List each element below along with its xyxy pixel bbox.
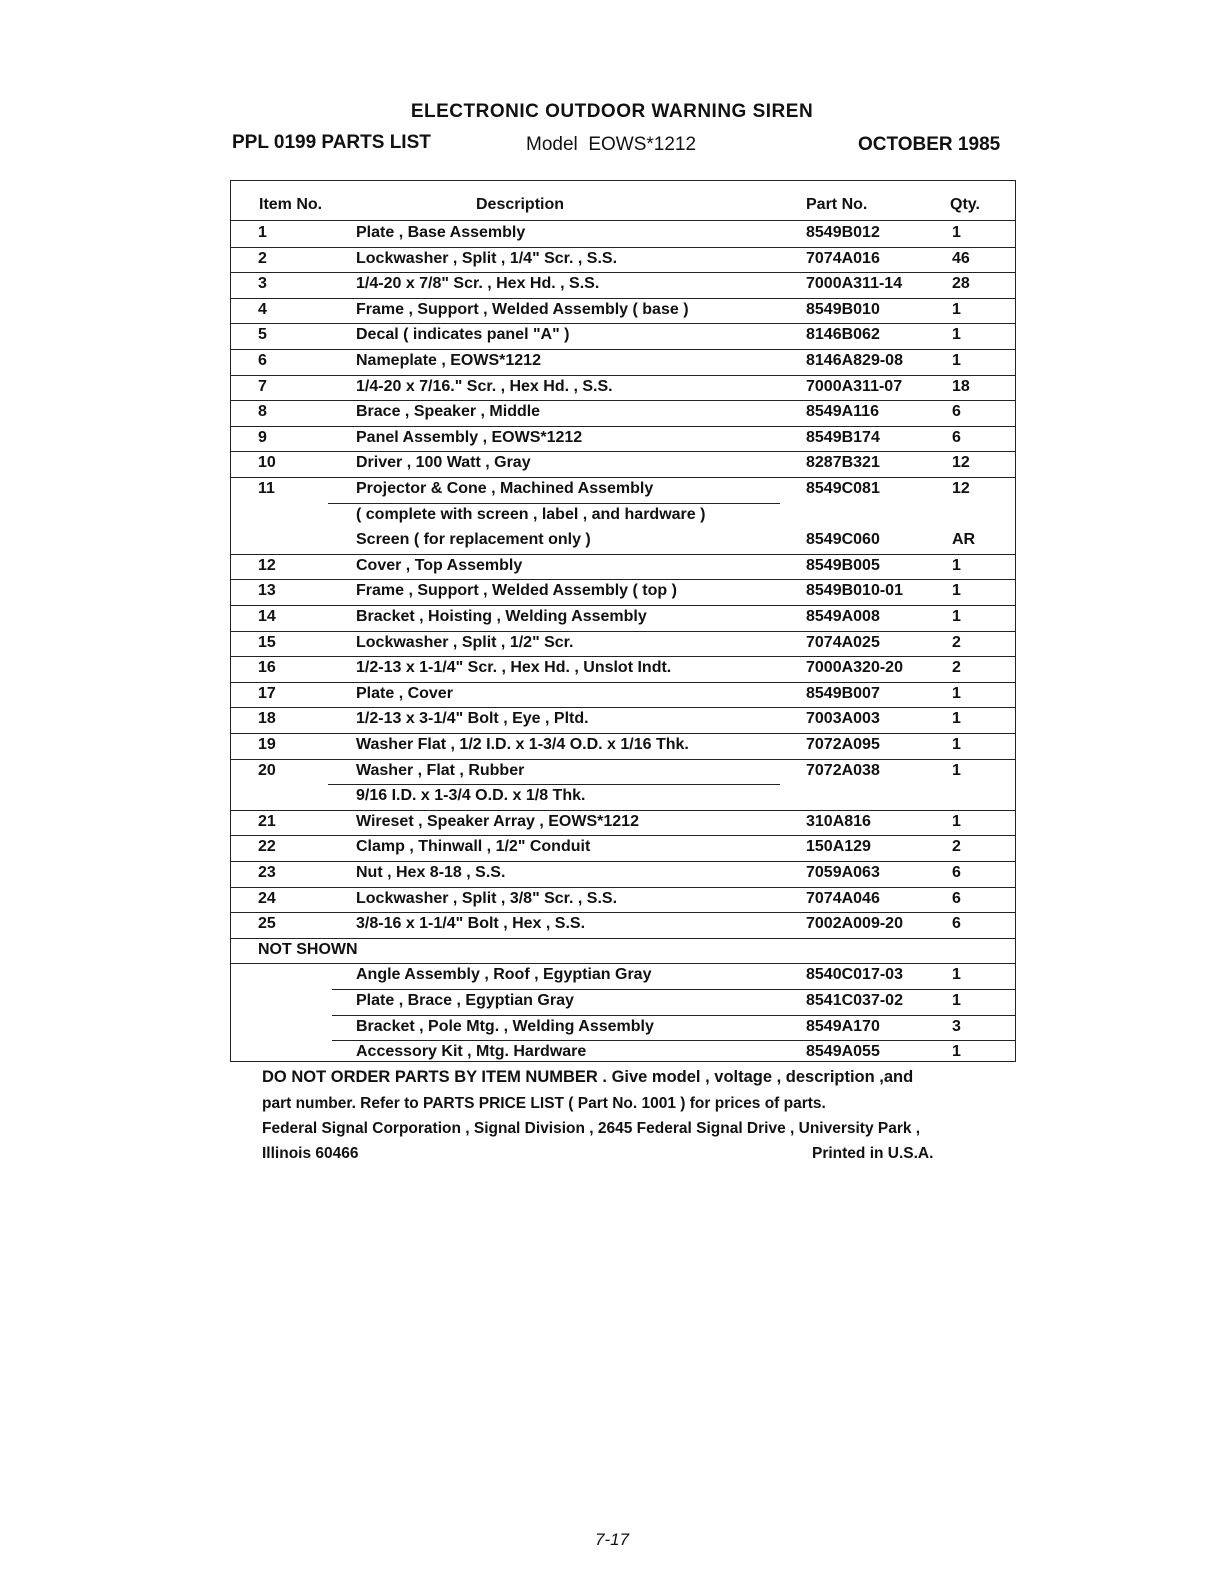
item-description: Clamp , Thinwall , 1/2" Conduit (356, 838, 591, 856)
quantity: 18 (952, 377, 970, 395)
item-description: Lockwasher , Split , 1/2" Scr. (356, 633, 574, 651)
part-number: 7074A025 (806, 633, 880, 651)
item-number: 11 (258, 480, 275, 497)
footer-line-2: part number. Refer to PARTS PRICE LIST ( Part No. 1001 ) for prices of parts. (262, 1095, 826, 1112)
quantity: 1 (952, 992, 961, 1009)
quantity: 1 (952, 812, 961, 830)
item-number: 2 (258, 249, 267, 267)
part-number: 8549A008 (806, 608, 880, 625)
quantity: 2 (952, 838, 961, 856)
table-row (234, 554, 1016, 580)
part-number: 7003A003 (806, 710, 880, 728)
item-number: 21 (258, 812, 276, 830)
footer-line-3: Federal Signal Corporation , Signal Division , 2645 Federal Signal Drive , University Park , (262, 1120, 921, 1137)
model-number: EOWS*1212 (588, 134, 697, 155)
part-number: 8549B005 (806, 556, 880, 574)
table-row (234, 912, 1016, 938)
item-description: Plate , Brace , Egyptian Gray (356, 992, 574, 1009)
quantity: 1 (952, 556, 961, 574)
item-description: 1/2-13 x 3-1/4" Bolt , Eye , Pltd. (356, 710, 589, 728)
table-row (234, 861, 1016, 887)
table-row (234, 1040, 1016, 1066)
quantity: 28 (952, 275, 970, 293)
item-number: 16 (258, 659, 276, 677)
item-description: Lockwasher , Split , 3/8" Scr. , S.S. (356, 889, 618, 907)
item-number: 10 (258, 454, 276, 472)
item-description: Panel Assembly , EOWS*1212 (356, 428, 583, 446)
quantity: 3 (952, 1017, 961, 1035)
part-number: 8549A116 (806, 403, 879, 421)
item-number: 15 (258, 633, 276, 651)
part-number: 8287B321 (806, 454, 880, 472)
table-row (234, 451, 1016, 477)
parts-list-id: PPL 0199 PARTS LIST (232, 132, 431, 153)
item-description: Bracket , Hoisting , Welding Assembly (356, 608, 647, 625)
part-number: 8549A055 (806, 1043, 880, 1061)
item-number: NOT SHOWN (258, 940, 358, 958)
part-number: 8146B062 (806, 326, 880, 344)
table-row (234, 707, 1016, 733)
part-number: 8549C081 (806, 480, 880, 497)
model-line (526, 134, 696, 156)
quantity: 6 (952, 428, 961, 446)
table-row (234, 579, 1016, 605)
col-header-part: Part No. (806, 196, 868, 213)
part-number: 7072A095 (806, 736, 880, 753)
part-number: 150A129 (806, 838, 871, 856)
quantity: 6 (952, 864, 961, 881)
table-row (234, 784, 1016, 810)
item-number: 1 (258, 224, 267, 241)
item-number: 5 (258, 326, 267, 344)
table-row (234, 682, 1016, 708)
item-number: 8 (258, 403, 267, 421)
part-number: 7002A009-20 (806, 915, 903, 933)
quantity: 2 (952, 659, 961, 677)
part-number: 8549B012 (806, 224, 880, 241)
col-header-description: Description (476, 196, 565, 213)
quantity: 1 (952, 684, 961, 702)
item-description: Plate , Base Assembly (356, 224, 526, 241)
item-number: 17 (258, 684, 276, 702)
item-description: Frame , Support , Welded Assembly ( base ) (356, 300, 689, 318)
item-description: Projector & Cone , Machined Assembly (356, 480, 654, 497)
item-description: ( complete with screen , label , and hardware ) (356, 505, 706, 523)
footer-line-1: DO NOT ORDER PARTS BY ITEM NUMBER . Give model , voltage , description ,and (262, 1068, 914, 1086)
part-number: 7072A038 (806, 761, 880, 779)
part-number: 7074A016 (806, 249, 880, 267)
table-row (234, 631, 1016, 657)
part-number: 8146A829-08 (806, 352, 903, 369)
quantity: 1 (952, 326, 961, 344)
table-row (234, 989, 1016, 1015)
item-description: Screen ( for replacement only ) (356, 531, 591, 549)
table-row (234, 887, 1016, 913)
quantity: 1 (952, 736, 961, 753)
item-number: 22 (258, 838, 276, 856)
part-number: 7000A311-07 (806, 377, 903, 395)
table-row (234, 272, 1016, 298)
quantity: 1 (952, 352, 961, 369)
table-row (234, 400, 1016, 426)
part-number: 8549B010-01 (806, 582, 903, 600)
table-row (234, 810, 1016, 836)
item-number: 23 (258, 864, 276, 881)
part-number: 8541C037-02 (806, 992, 903, 1009)
table-row (234, 938, 1016, 964)
item-description: 3/8-16 x 1-1/4" Bolt , Hex , S.S. (356, 915, 586, 933)
item-description: Washer Flat , 1/2 I.D. x 1-3/4 O.D. x 1/16 Thk. (356, 736, 689, 753)
part-number: 7000A311-14 (806, 275, 903, 293)
item-description: Nameplate , EOWS*1212 (356, 352, 541, 369)
item-number: 25 (258, 915, 276, 933)
table-row (234, 503, 1016, 529)
item-number: 4 (258, 300, 267, 318)
table-row (234, 323, 1016, 349)
table-row (234, 1015, 1016, 1041)
item-description: 1/4-20 x 7/16." Scr. , Hex Hd. , S.S. (356, 377, 613, 395)
item-number: 9 (258, 428, 267, 446)
table-row (234, 835, 1016, 861)
item-number: 3 (258, 275, 267, 293)
part-number: 8540C017-03 (806, 966, 903, 984)
item-description: Bracket , Pole Mtg. , Welding Assembly (356, 1017, 654, 1035)
part-number: 8549B174 (806, 428, 880, 446)
item-number: 12 (258, 556, 276, 574)
item-description: Decal ( indicates panel "A" ) (356, 326, 570, 344)
table-row (234, 733, 1016, 759)
item-number: 7 (258, 377, 267, 395)
item-number: 19 (258, 736, 276, 753)
part-number: 8549B007 (806, 684, 880, 702)
table-row (234, 426, 1016, 452)
table-row (234, 247, 1016, 273)
part-number: 7074A046 (806, 889, 880, 907)
table-row (234, 298, 1016, 324)
printed-in: Printed in U.S.A. (812, 1145, 934, 1162)
item-description: Angle Assembly , Roof , Egyptian Gray (356, 966, 652, 984)
part-number: 7000A320-20 (806, 659, 903, 677)
quantity: 12 (952, 454, 970, 472)
item-description: Nut , Hex 8-18 , S.S. (356, 864, 506, 881)
document-title: ELECTRONIC OUTDOOR WARNING SIREN (410, 101, 814, 122)
page-number: 7-17 (594, 1530, 630, 1549)
item-description: Driver , 100 Watt , Gray (356, 454, 531, 472)
item-number: 14 (258, 608, 276, 625)
part-number: 8549A170 (806, 1017, 880, 1035)
quantity: 1 (952, 761, 961, 779)
quantity: 1 (952, 966, 961, 984)
col-header-item: Item No. (259, 196, 323, 213)
row-divider (231, 220, 1016, 221)
item-description: 1/4-20 x 7/8" Scr. , Hex Hd. , S.S. (356, 275, 600, 293)
model-label: Model (526, 134, 578, 155)
quantity: 1 (952, 224, 961, 241)
item-description: Wireset , Speaker Array , EOWS*1212 (356, 812, 639, 830)
table-row (234, 528, 1016, 554)
part-number: 310A816 (806, 812, 871, 830)
item-description: 1/2-13 x 1-1/4" Scr. , Hex Hd. , Unslot Indt. (356, 659, 672, 677)
item-description: Lockwasher , Split , 1/4" Scr. , S.S. (356, 249, 618, 267)
item-description: Brace , Speaker , Middle (356, 403, 541, 421)
quantity: 1 (952, 300, 961, 318)
item-number: 6 (258, 352, 267, 369)
table-row (234, 375, 1016, 401)
quantity: 1 (952, 710, 961, 728)
quantity: 6 (952, 403, 961, 421)
quantity: 1 (952, 582, 961, 600)
table-row (234, 656, 1016, 682)
item-description: Frame , Support , Welded Assembly ( top ) (356, 582, 677, 600)
quantity: 1 (952, 1043, 961, 1061)
quantity: 46 (952, 249, 970, 267)
document-date: OCTOBER 1985 (858, 134, 1001, 155)
part-number: 8549C060 (806, 531, 880, 549)
item-number: 13 (258, 582, 276, 600)
table-row (234, 605, 1016, 631)
quantity: AR (952, 531, 976, 549)
item-number: 18 (258, 710, 276, 728)
part-number: 8549B010 (806, 300, 880, 318)
item-description: 9/16 I.D. x 1-3/4 O.D. x 1/8 Thk. (356, 787, 586, 805)
quantity: 6 (952, 915, 961, 933)
table-row (234, 477, 1016, 503)
table-row (234, 759, 1016, 785)
quantity: 12 (952, 480, 970, 497)
col-header-qty: Qty. (950, 196, 980, 213)
part-number: 7059A063 (806, 864, 880, 881)
item-description: Washer , Flat , Rubber (356, 761, 525, 779)
item-number: 20 (258, 761, 276, 779)
quantity: 2 (952, 633, 961, 651)
table-row (234, 349, 1016, 375)
item-description: Plate , Cover (356, 684, 453, 702)
item-number: 24 (258, 889, 276, 907)
footer-line-4: Illinois 60466 (262, 1145, 359, 1162)
table-row (234, 221, 1016, 247)
item-description: Accessory Kit , Mtg. Hardware (356, 1043, 587, 1061)
item-description: Cover , Top Assembly (356, 556, 523, 574)
quantity: 1 (952, 608, 961, 625)
table-row (234, 963, 1016, 989)
quantity: 6 (952, 889, 961, 907)
